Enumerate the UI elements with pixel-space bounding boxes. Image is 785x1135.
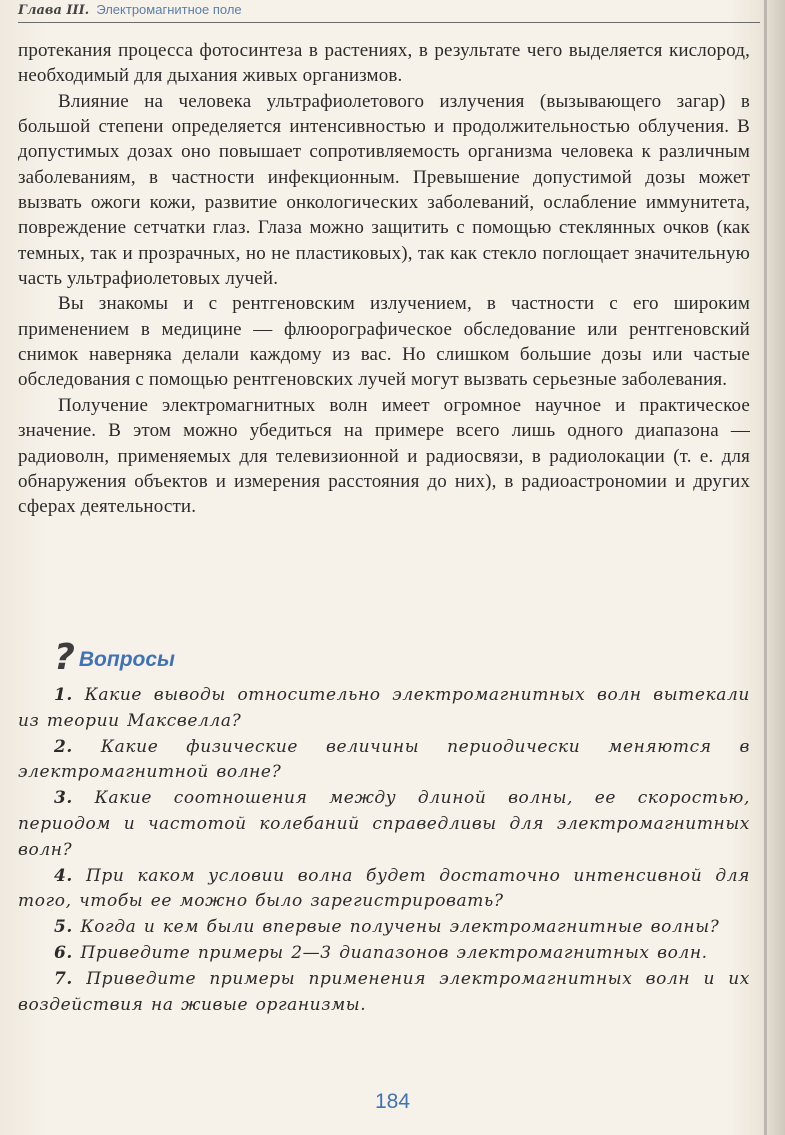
- question-item: [18, 683, 750, 735]
- question-text: Какие соотношения между длиной волны, ее скоростью, периодом и частотой колебаний справедливы для электромагнитных волн?: [18, 788, 750, 860]
- question-item: [18, 915, 750, 941]
- question-number: 3.: [54, 788, 73, 809]
- paragraph: Получение электромагнитных волн имеет огромное научное и практическое значение. В этом можно убедиться на примере всего лишь одного диапазона — радиоволн, применяемых для телевизионной и радиосвязи, в радиолокации (т. е. для обнаружения объектов и измерения расстояния до них), в радиоастрономии и других сферах деятельности.: [18, 394, 750, 518]
- chapter-label: Глава III.: [18, 3, 90, 18]
- question-number: 4.: [54, 865, 73, 886]
- section-title: Электромагнитное поле: [96, 2, 242, 17]
- questions-list: [18, 683, 750, 1018]
- question-text: Когда и кем были впервые получены электромагнитные волны?: [80, 917, 720, 938]
- paragraph: протекания процесса фотосинтеза в растениях, в результате чего выделяется кислород, необходимый для дыхания живых организмов.: [18, 40, 750, 87]
- question-number: 2.: [54, 736, 73, 757]
- question-item: [18, 864, 750, 916]
- paragraph: Влияние на человека ультрафиолетового излучения (вызывающего загар) в большой степени определяется интенсивностью и продолжительностью облучения. В допустимых дозах оно повышает сопротивляемость организма человека к различным заболеваниям, в частности инфекционным. Превышение допустимой дозы может вызвать ожоги кожи, развитие онкологических заболеваний, ослабление иммунитета, повреждение сетчатки глаз. Глаза можно защитить с помощью стеклянных очков (как темных, так и прозрачных, но не пластиковых), так как стекло поглощает значительную часть ультрафиолетовых лучей.: [18, 90, 750, 290]
- question-text: Приведите примеры применения электромагнитных волн и их воздействия на живые организмы.: [18, 968, 750, 1015]
- question-mark-icon: ?: [54, 637, 75, 678]
- page-number: 184: [374, 1090, 411, 1113]
- question-number: 1.: [54, 685, 73, 705]
- question-item: [18, 786, 750, 863]
- question-number: 5.: [54, 917, 73, 938]
- question-text: При каком условии волна будет достаточно интенсивной для того, чтобы ее можно было зарегистрировать?: [18, 865, 750, 912]
- question-text: Приведите примеры 2—3 диапазонов электромагнитных волн.: [80, 942, 708, 963]
- question-text: Какие выводы относительно электромагнитных волн вытекали из теории Максвелла?: [18, 685, 750, 731]
- questions-heading: [54, 638, 175, 678]
- question-item: [18, 941, 750, 967]
- running-header: [18, 0, 760, 23]
- page-binding-edge: [764, 0, 767, 1135]
- question-text: Какие физические величины периодически меняются в электромагнитной волне?: [18, 736, 750, 783]
- question-item: [18, 735, 750, 787]
- question-item: [18, 967, 750, 1019]
- question-number: 6.: [54, 942, 73, 963]
- questions-title: Вопросы: [78, 648, 175, 671]
- paragraph: Вы знакомы и с рентгеновским излучением, в частности с его широким применением в медицине — флюорографическое обследование или рентгеновский снимок наверняка делали каждому из вас. Но слишком большие дозы или частые обследования с помощью рентгеновских лучей могут вызвать серьезные заболевания.: [18, 293, 750, 391]
- question-number: 7.: [54, 968, 73, 989]
- body-text: [18, 38, 750, 520]
